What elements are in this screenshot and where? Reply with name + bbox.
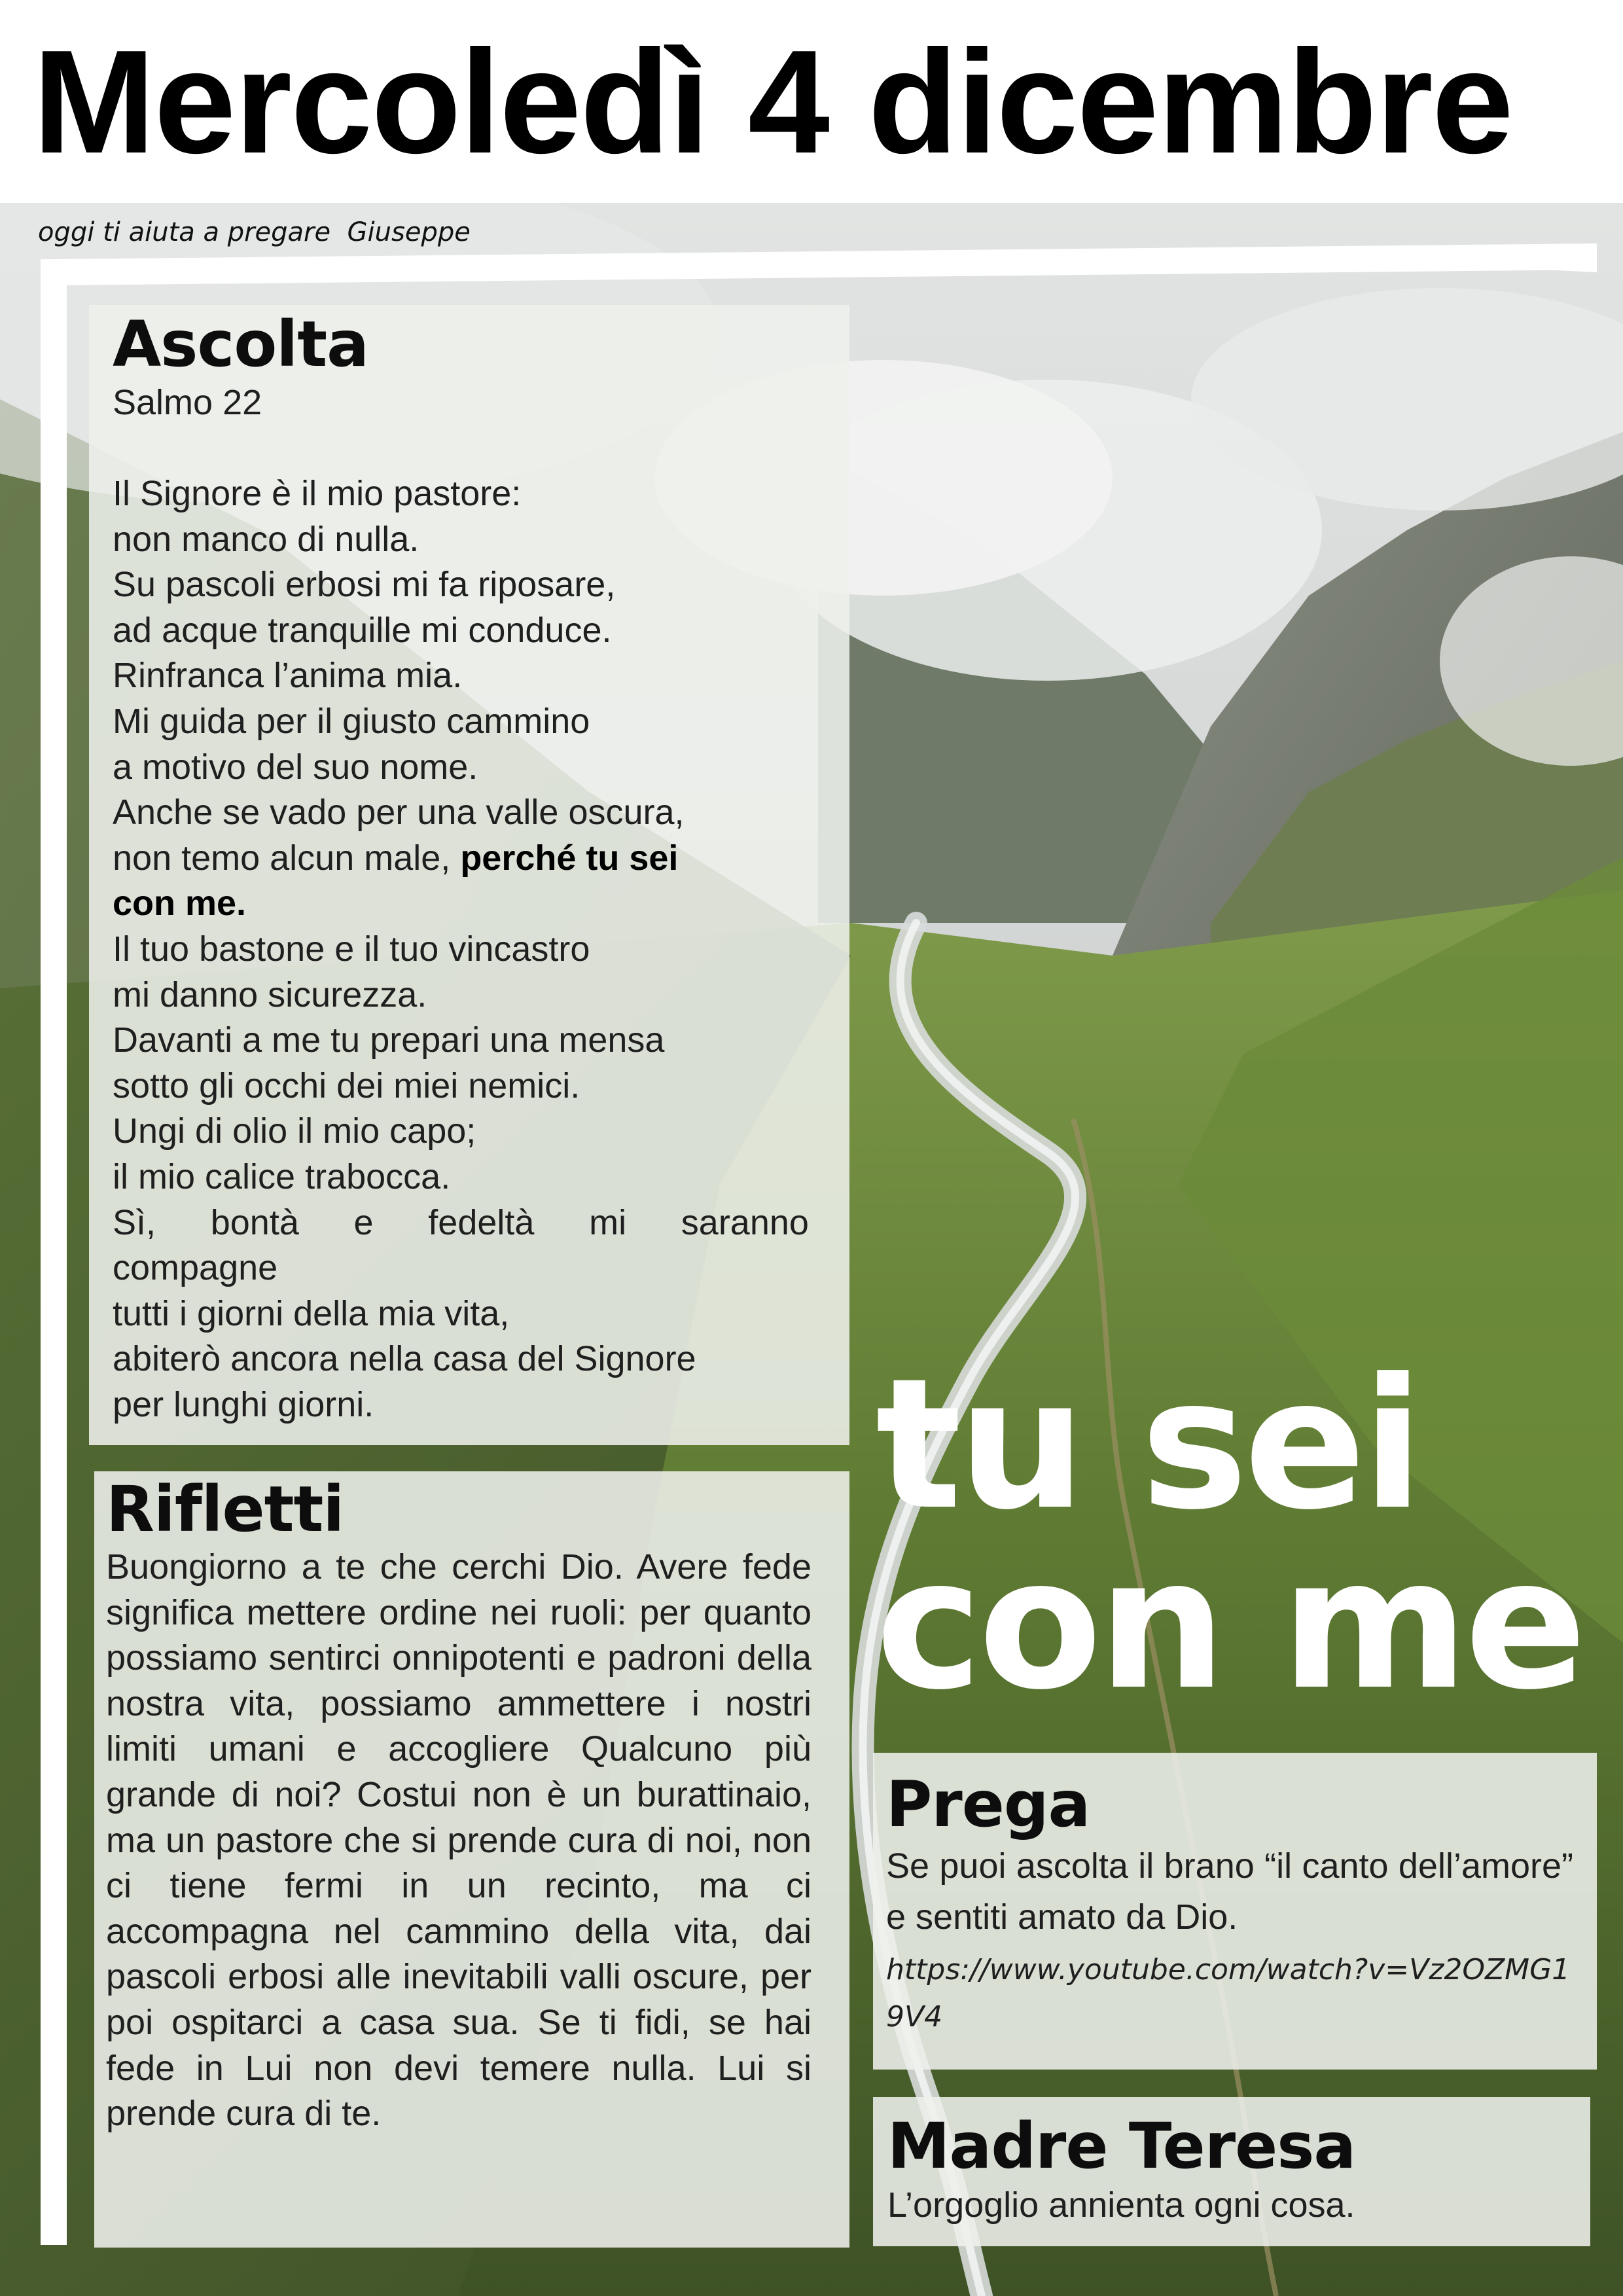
rifletti-panel: [94, 1471, 849, 2248]
psalm-line: sotto gli occhi dei miei nemici.: [113, 1066, 580, 1105]
psalm-line: Ungi di olio il mio capo;: [113, 1111, 476, 1151]
motto-text: [876, 1340, 1615, 1729]
psalm-line: [113, 836, 809, 882]
psalm-line: a motivo del suo nome.: [113, 747, 478, 787]
psalm-line: tutti i giorni della mia vita,: [113, 1293, 510, 1333]
psalm-line: per lunghi giorni.: [113, 1384, 374, 1424]
rifletti-text: Buongiorno a te che cerchi Dio. Avere fede significa mettere ordine nei ruoli: per quanto possiamo sentirci onnipotenti e padroni della nostra vita, possiamo ammettere i nostri limiti umani e accogliere Qualcuno più grande di noi? Costui non è un burattinaio, ma un pastore che si prende cura di noi, non ci tiene fermi in un recinto, ma ci accompagna nel cammino della vita, dai pascoli erbosi alle inevitabili valli oscure, per poi ospitarci a casa sua. Se ti fidi, se hai fede in Lui non devi temere nulla. Lui si prende cura di te.: [106, 1547, 812, 2134]
motto-line-1: tu sei: [876, 1340, 1420, 1549]
psalm-line: il mio calice trabocca.: [113, 1157, 451, 1196]
psalm-line: Anche se vado per una valle oscura,: [113, 793, 685, 833]
madre-teresa-heading: Madre Teresa: [887, 2109, 1356, 2183]
psalm-text: [113, 471, 809, 1427]
psalm-word: e: [353, 1202, 374, 1242]
psalm-line: [113, 881, 809, 927]
psalm-highlight-end: con me.: [113, 884, 247, 924]
ascolta-panel: [89, 305, 849, 1445]
prega-heading: Prega: [886, 1768, 1090, 1841]
psalm-word: bontà: [210, 1202, 299, 1242]
psalm-line: Mi guida per il giusto cammino: [113, 701, 590, 741]
page-title: Mercoledì 4 dicembre: [33, 19, 1512, 184]
psalm-word: saranno: [681, 1202, 809, 1242]
motto-line-2: con me: [876, 1520, 1583, 1729]
psalm-line-start: non temo alcun male,: [113, 838, 461, 878]
psalm-word: fedeltà: [428, 1202, 535, 1242]
psalm-line: abiterò ancora nella casa del Signore: [113, 1339, 696, 1379]
psalm-line: Il Signore è il mio pastore:: [113, 474, 522, 513]
psalm-line: non manco di nulla.: [113, 519, 419, 559]
psalm-line: Su pascoli erbosi mi fa riposare,: [113, 565, 616, 605]
psalm-line-justified: [113, 1200, 809, 1246]
prega-text: Se puoi ascolta il brano “il canto dell’amore” e sentiti amato da Dio.: [886, 1846, 1573, 1937]
youtube-link[interactable]: https://www.youtube.com/watch?v=Vz2OZMG19V4: [886, 1953, 1571, 2034]
rifletti-heading: Rifletti: [106, 1473, 344, 1546]
psalm-line: compagne: [113, 1248, 278, 1288]
ascolta-heading: Ascolta: [113, 308, 368, 381]
madre-teresa-panel: [873, 2097, 1590, 2246]
prega-panel: [873, 1753, 1597, 2070]
psalm-word: Sì,: [113, 1202, 156, 1242]
psalm-line: mi danno sicurezza.: [113, 975, 427, 1014]
psalm-line: Davanti a me tu prepari una mensa: [113, 1020, 665, 1060]
psalm-line: Il tuo bastone e il tuo vincastro: [113, 929, 590, 969]
psalm-line: ad acque tranquille mi conduce.: [113, 610, 612, 650]
psalm-reference: Salmo 22: [113, 383, 262, 422]
psalm-word: mi: [589, 1202, 627, 1242]
prayer-leader-note: oggi ti aiuta a pregare Giuseppe: [38, 217, 471, 247]
madre-teresa-quote: L’orgoglio annienta ogni cosa.: [887, 2185, 1355, 2225]
psalm-line: Rinfranca l’anima mia.: [113, 656, 463, 696]
psalm-highlight: perché tu sei: [460, 838, 679, 878]
